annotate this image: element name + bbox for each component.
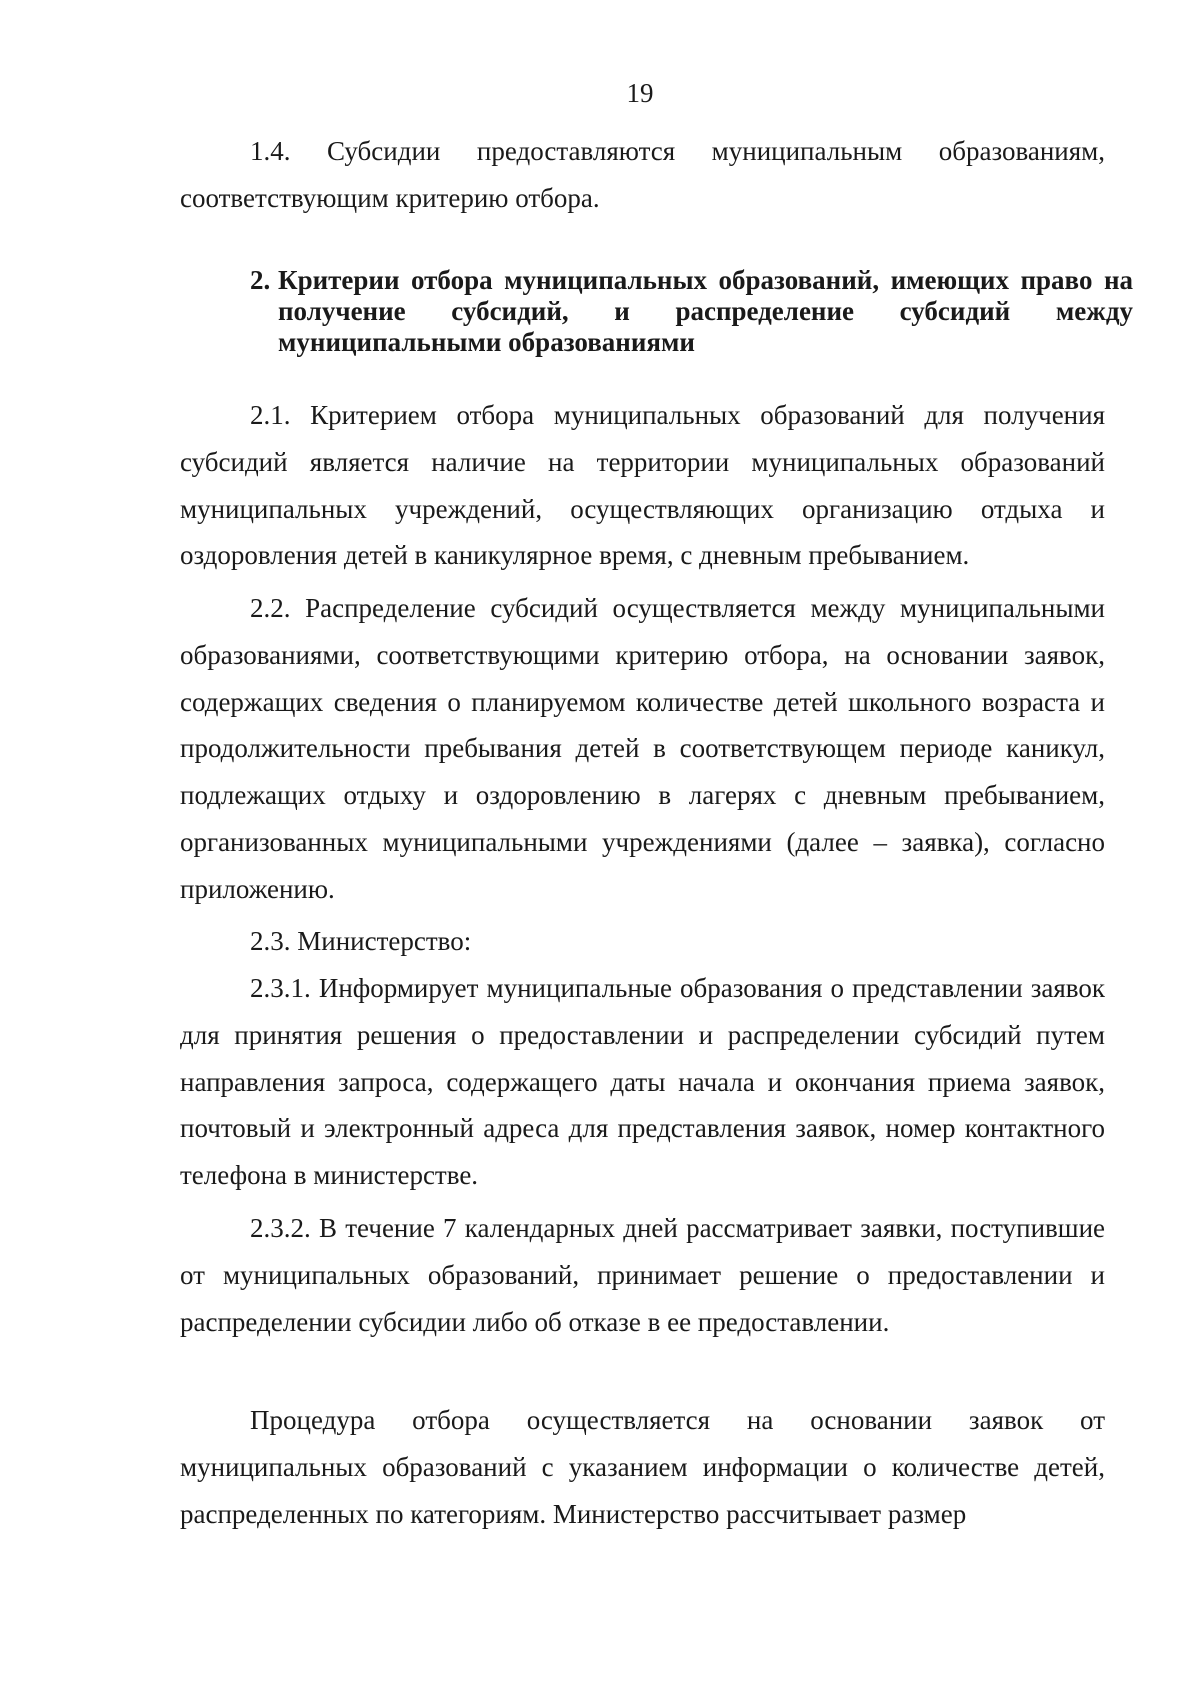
paragraph-2-3: 2.3. Министерство: bbox=[250, 926, 472, 956]
paragraph-2-2: 2.2. Распределение субсидий осуществляется между муниципальными образованиями, соответствующими критерию отбора, на основании заявок, содержащих сведения о планируемом количестве детей школьного возраста и продолжительности пребывания детей в соответствующем периоде каникул, подлежащих отдыху и оздоровлению в лагерях с дневным пребыванием, организованных муниципальными учреждениями (далее – заявка), согласно приложению. bbox=[180, 593, 1105, 904]
page-number: 19 bbox=[626, 78, 654, 108]
paragraph-procedure: Процедура отбора осуществляется на основании заявок от муниципальных образований с указанием информации о количестве детей, распределенных по категориям. Министерство рассчитывает размер bbox=[180, 1405, 1105, 1529]
section-2-number: 2. bbox=[250, 265, 271, 295]
paragraph-2-3-1: 2.3.1. Информирует муниципальные образования о представлении заявок для принятия решения о предоставлении и распределении субсидий путем направления запроса, содержащего даты начала и окончания приема заявок, почтовый и электронный адреса для представления заявок, номер контактного телефона в министерстве. bbox=[180, 973, 1105, 1191]
paragraph-1-4: 1.4. Субсидии предоставляются муниципальным образованиям, соответствующим критерию отбора. bbox=[180, 136, 1105, 213]
paragraph-2-1: 2.1. Критерием отбора муниципальных образований для получения субсидий является наличие на территории муниципальных образований муниципальных учреждений, осуществляющих организацию отдыха и оздоровления детей в каникулярное время, с дневным пребыванием. bbox=[180, 400, 1105, 571]
section-2-heading bbox=[250, 265, 1133, 358]
paragraph-2-3-2: 2.3.2. В течение 7 календарных дней рассматривает заявки, поступившие от муниципальных образований, принимает решение о предоставлении и распределении субсидии либо об отказе в ее предоставлении. bbox=[180, 1213, 1105, 1337]
section-2-title: Критерии отбора муниципальных образований, имеющих право на получение субсидий, и распределение субсидий между муниципальными образованиями bbox=[278, 265, 1133, 357]
